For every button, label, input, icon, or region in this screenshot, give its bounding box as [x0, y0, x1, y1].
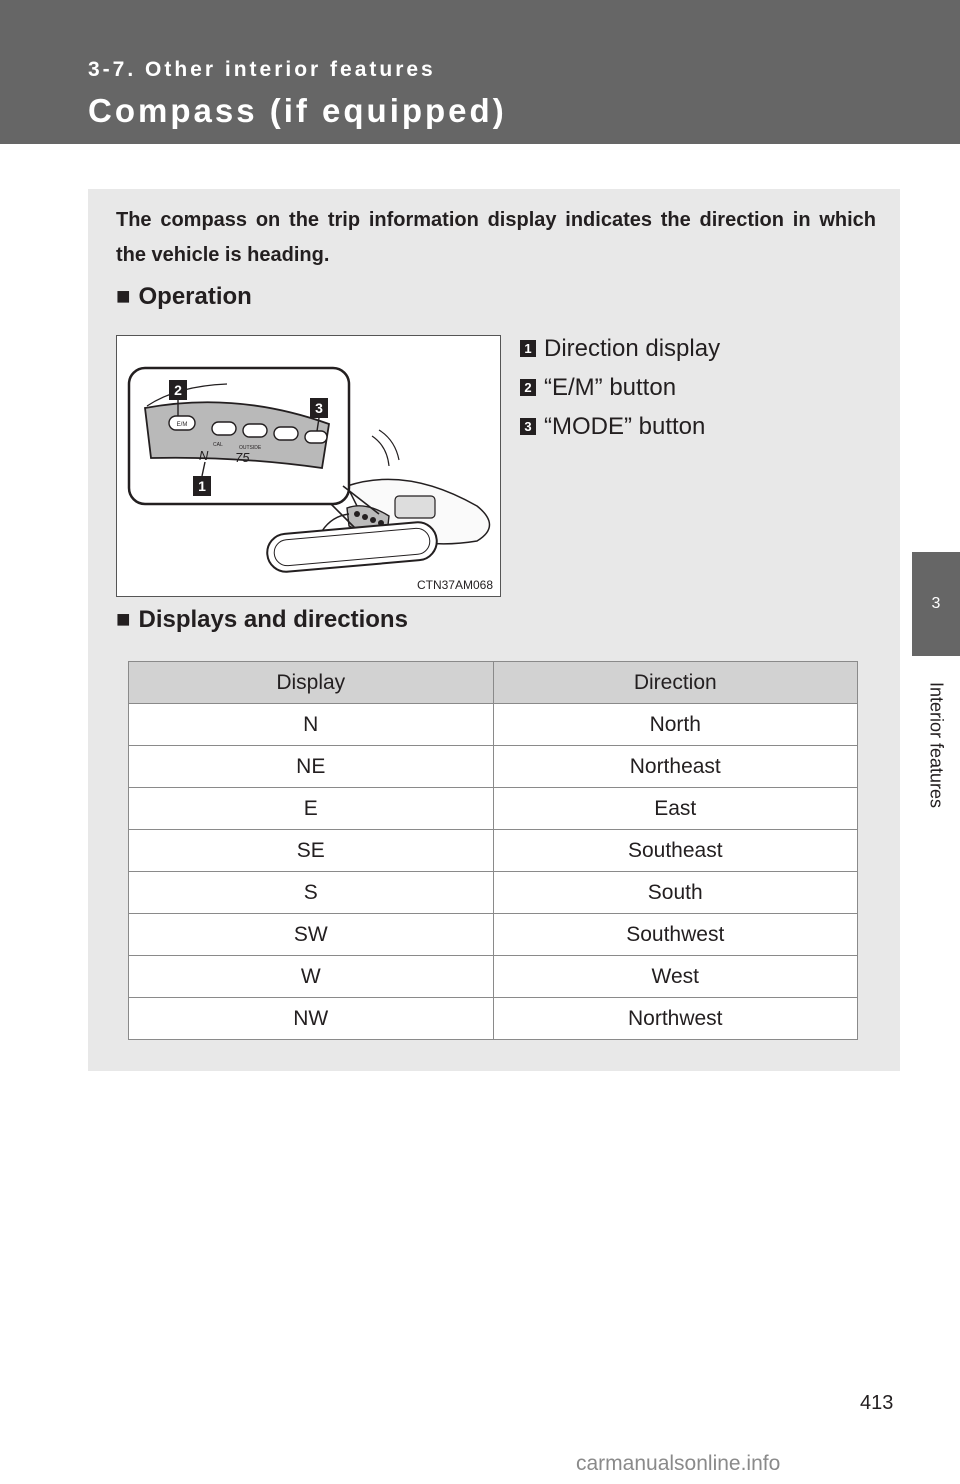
direction-cell: Southeast [493, 830, 858, 872]
page-title: Compass (if equipped) [88, 92, 507, 129]
figure-temp-readout: 75 [235, 450, 250, 465]
figure-direction-readout: N [199, 448, 209, 463]
column-header-display: Display [129, 662, 494, 704]
legend-label: “E/M” button [544, 373, 677, 401]
table-row [129, 872, 858, 914]
section-label: 3-7. Other interior features [88, 58, 436, 81]
figure-cal-label: CAL [213, 442, 223, 448]
direction-cell: South [493, 872, 858, 914]
operation-heading [116, 283, 252, 311]
content-panel [88, 189, 900, 1071]
callout-badge-1: 1 [198, 478, 206, 494]
table-row [129, 788, 858, 830]
figure-em-label: E/M [176, 422, 188, 428]
callout-badge: 1 [520, 340, 536, 357]
table-row [129, 746, 858, 788]
callout-badge: 2 [520, 379, 536, 396]
callout-legend [520, 329, 720, 446]
chapter-number: 3 [931, 595, 941, 612]
displays-heading [116, 606, 408, 634]
displays-heading-text: Displays and directions [138, 606, 408, 633]
bullet-square-icon: ■ [116, 606, 131, 633]
direction-cell: East [493, 788, 858, 830]
table-row [129, 830, 858, 872]
chapter-label [918, 660, 954, 830]
table-row [129, 998, 858, 1040]
direction-cell: North [493, 704, 858, 746]
direction-cell: Southwest [493, 914, 858, 956]
chapter-label-text: Interior features [926, 681, 947, 809]
callout-badge: 3 [520, 418, 536, 435]
figure-outside-label: OUTSIDE [239, 445, 262, 451]
figure-code: CTN37AM068 [416, 578, 493, 592]
table-header-row [129, 662, 858, 704]
table-row [129, 914, 858, 956]
display-cell: W [129, 956, 494, 998]
legend-item [520, 329, 720, 368]
callout-badge-3: 3 [315, 400, 323, 416]
page-number: 413 [860, 1392, 894, 1414]
display-cell: S [129, 872, 494, 914]
table-row [129, 704, 858, 746]
page-header [0, 0, 960, 144]
direction-cell: Northwest [493, 998, 858, 1040]
display-cell: SW [129, 914, 494, 956]
legend-item [520, 407, 720, 446]
watermark: carmanualsonline.info [576, 1452, 781, 1475]
bullet-square-icon: ■ [116, 283, 131, 310]
display-cell: NE [129, 746, 494, 788]
legend-label: Direction display [544, 334, 721, 362]
operation-heading-text: Operation [138, 283, 252, 310]
intro-paragraph: The compass on the trip information display indicates the direction in which the vehicle is heading. [116, 209, 876, 266]
table-row [129, 956, 858, 998]
overhead-console-drawing [117, 336, 500, 596]
directions-table [128, 661, 858, 1040]
chapter-tab[interactable] [912, 552, 960, 656]
display-cell: SE [129, 830, 494, 872]
legend-item [520, 368, 720, 407]
column-header-direction: Direction [493, 662, 858, 704]
display-cell: E [129, 788, 494, 830]
callout-badge-2: 2 [174, 382, 182, 398]
direction-cell: Northeast [493, 746, 858, 788]
legend-label: “MODE” button [544, 412, 706, 440]
display-cell: N [129, 704, 494, 746]
compass-illustration [116, 335, 501, 597]
display-cell: NW [129, 998, 494, 1040]
direction-cell: West [493, 956, 858, 998]
